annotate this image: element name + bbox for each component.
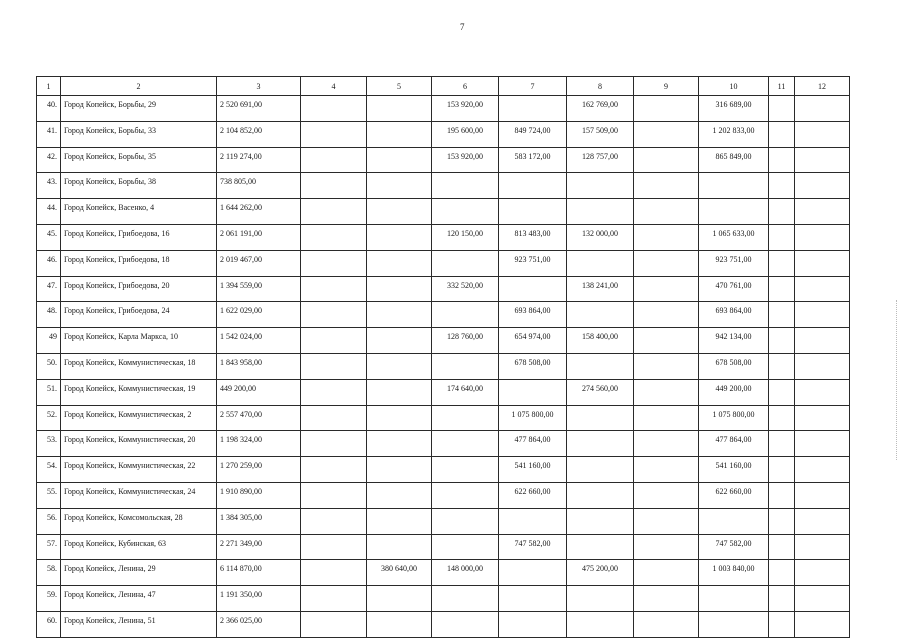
col-8-cell: 274 560,00 bbox=[567, 379, 634, 405]
table-row bbox=[37, 173, 850, 199]
col-9-cell bbox=[634, 328, 699, 354]
col-12-cell bbox=[795, 457, 850, 483]
col-10-total-cell: 923 751,00 bbox=[699, 250, 769, 276]
total-cost-cell: 1 542 024,00 bbox=[217, 328, 301, 354]
row-number-cell: 60. bbox=[37, 611, 61, 637]
address-cell: Город Копейск, Васенко, 4 bbox=[61, 199, 217, 225]
col-8-cell bbox=[567, 173, 634, 199]
col-5-cell bbox=[367, 96, 432, 122]
col-8-cell bbox=[567, 586, 634, 612]
col-6-cell bbox=[432, 431, 499, 457]
col-7-cell: 678 508,00 bbox=[499, 353, 567, 379]
col-11-cell bbox=[769, 586, 795, 612]
col-5-cell bbox=[367, 611, 432, 637]
col-7-cell: 693 864,00 bbox=[499, 302, 567, 328]
col-11-cell bbox=[769, 508, 795, 534]
col-10-total-cell: 942 134,00 bbox=[699, 328, 769, 354]
address-cell: Город Копейск, Кубинская, 63 bbox=[61, 534, 217, 560]
table-row bbox=[37, 482, 850, 508]
table-row bbox=[37, 611, 850, 637]
col-9-cell bbox=[634, 96, 699, 122]
col-5-cell bbox=[367, 121, 432, 147]
col-12-cell bbox=[795, 482, 850, 508]
total-cost-cell: 6 114 870,00 bbox=[217, 560, 301, 586]
col-11-cell bbox=[769, 457, 795, 483]
col-5-cell bbox=[367, 457, 432, 483]
column-header-2: 2 bbox=[61, 77, 217, 96]
table-row bbox=[37, 353, 850, 379]
col-6-cell bbox=[432, 611, 499, 637]
col-6-cell: 153 920,00 bbox=[432, 96, 499, 122]
col-12-cell bbox=[795, 353, 850, 379]
col-12-cell bbox=[795, 328, 850, 354]
col-9-cell bbox=[634, 199, 699, 225]
col-7-cell bbox=[499, 173, 567, 199]
col-7-cell bbox=[499, 96, 567, 122]
total-cost-cell: 1 191 350,00 bbox=[217, 586, 301, 612]
row-number-cell: 48. bbox=[37, 302, 61, 328]
col-9-cell bbox=[634, 405, 699, 431]
table-row bbox=[37, 199, 850, 225]
total-cost-cell: 2 061 191,00 bbox=[217, 224, 301, 250]
col-9-cell bbox=[634, 302, 699, 328]
row-number-cell: 55. bbox=[37, 482, 61, 508]
row-number-cell: 43. bbox=[37, 173, 61, 199]
table-row bbox=[37, 508, 850, 534]
col-7-cell bbox=[499, 586, 567, 612]
col-7-cell: 747 582,00 bbox=[499, 534, 567, 560]
col-12-cell bbox=[795, 431, 850, 457]
col-4-cell bbox=[301, 224, 367, 250]
total-cost-cell: 738 805,00 bbox=[217, 173, 301, 199]
col-9-cell bbox=[634, 482, 699, 508]
col-10-total-cell bbox=[699, 586, 769, 612]
col-8-cell bbox=[567, 611, 634, 637]
row-number-cell: 46. bbox=[37, 250, 61, 276]
total-cost-cell: 1 394 559,00 bbox=[217, 276, 301, 302]
col-4-cell bbox=[301, 173, 367, 199]
col-6-cell bbox=[432, 405, 499, 431]
address-cell: Город Копейск, Коммунистическая, 20 bbox=[61, 431, 217, 457]
total-cost-cell: 2 520 691,00 bbox=[217, 96, 301, 122]
column-header-4: 4 bbox=[301, 77, 367, 96]
col-8-cell bbox=[567, 199, 634, 225]
col-7-cell: 1 075 800,00 bbox=[499, 405, 567, 431]
col-12-cell bbox=[795, 199, 850, 225]
address-cell: Город Копейск, Комсомольская, 28 bbox=[61, 508, 217, 534]
column-header-5: 5 bbox=[367, 77, 432, 96]
table-row bbox=[37, 586, 850, 612]
address-cell: Город Копейск, Ленина, 51 bbox=[61, 611, 217, 637]
col-12-cell bbox=[795, 302, 850, 328]
total-cost-cell: 1 622 029,00 bbox=[217, 302, 301, 328]
col-8-cell bbox=[567, 431, 634, 457]
col-12-cell bbox=[795, 250, 850, 276]
col-6-cell bbox=[432, 353, 499, 379]
col-8-cell: 162 769,00 bbox=[567, 96, 634, 122]
col-7-cell: 654 974,00 bbox=[499, 328, 567, 354]
col-5-cell bbox=[367, 224, 432, 250]
col-6-cell bbox=[432, 508, 499, 534]
total-cost-cell: 2 119 274,00 bbox=[217, 147, 301, 173]
row-number-cell: 59. bbox=[37, 586, 61, 612]
row-number-cell: 47. bbox=[37, 276, 61, 302]
table-row bbox=[37, 276, 850, 302]
col-9-cell bbox=[634, 379, 699, 405]
address-cell: Город Копейск, Ленина, 29 bbox=[61, 560, 217, 586]
row-number-cell: 40. bbox=[37, 96, 61, 122]
col-8-cell: 157 509,00 bbox=[567, 121, 634, 147]
total-cost-cell: 1 843 958,00 bbox=[217, 353, 301, 379]
col-4-cell bbox=[301, 405, 367, 431]
col-11-cell bbox=[769, 96, 795, 122]
col-4-cell bbox=[301, 534, 367, 560]
col-9-cell bbox=[634, 560, 699, 586]
col-6-cell: 332 520,00 bbox=[432, 276, 499, 302]
col-8-cell bbox=[567, 534, 634, 560]
col-9-cell bbox=[634, 224, 699, 250]
col-4-cell bbox=[301, 147, 367, 173]
col-11-cell bbox=[769, 147, 795, 173]
col-9-cell bbox=[634, 147, 699, 173]
col-4-cell bbox=[301, 199, 367, 225]
col-7-cell bbox=[499, 276, 567, 302]
col-8-cell: 128 757,00 bbox=[567, 147, 634, 173]
col-11-cell bbox=[769, 482, 795, 508]
row-number-cell: 56. bbox=[37, 508, 61, 534]
col-8-cell: 138 241,00 bbox=[567, 276, 634, 302]
table-body bbox=[37, 96, 850, 638]
column-header-12: 12 bbox=[795, 77, 850, 96]
col-10-total-cell: 316 689,00 bbox=[699, 96, 769, 122]
col-9-cell bbox=[634, 431, 699, 457]
total-cost-cell: 1 198 324,00 bbox=[217, 431, 301, 457]
row-number-cell: 51. bbox=[37, 379, 61, 405]
col-4-cell bbox=[301, 560, 367, 586]
col-10-total-cell: 449 200,00 bbox=[699, 379, 769, 405]
address-cell: Город Копейск, Коммунистическая, 2 bbox=[61, 405, 217, 431]
col-11-cell bbox=[769, 250, 795, 276]
col-11-cell bbox=[769, 431, 795, 457]
column-header-9: 9 bbox=[634, 77, 699, 96]
total-cost-cell: 2 557 470,00 bbox=[217, 405, 301, 431]
address-cell: Город Копейск, Коммунистическая, 19 bbox=[61, 379, 217, 405]
address-cell: Город Копейск, Грибоедова, 20 bbox=[61, 276, 217, 302]
col-4-cell bbox=[301, 121, 367, 147]
col-12-cell bbox=[795, 173, 850, 199]
registry-table bbox=[36, 76, 850, 638]
col-9-cell bbox=[634, 534, 699, 560]
col-8-cell bbox=[567, 457, 634, 483]
col-7-cell bbox=[499, 199, 567, 225]
col-5-cell bbox=[367, 276, 432, 302]
row-number-cell: 54. bbox=[37, 457, 61, 483]
col-11-cell bbox=[769, 199, 795, 225]
col-9-cell bbox=[634, 457, 699, 483]
col-10-total-cell: 541 160,00 bbox=[699, 457, 769, 483]
column-header-8: 8 bbox=[567, 77, 634, 96]
col-10-total-cell: 477 864,00 bbox=[699, 431, 769, 457]
col-10-total-cell: 1 075 800,00 bbox=[699, 405, 769, 431]
col-12-cell bbox=[795, 276, 850, 302]
col-8-cell bbox=[567, 405, 634, 431]
col-4-cell bbox=[301, 482, 367, 508]
col-10-total-cell bbox=[699, 508, 769, 534]
col-5-cell bbox=[367, 431, 432, 457]
table-row bbox=[37, 250, 850, 276]
col-11-cell bbox=[769, 534, 795, 560]
col-11-cell bbox=[769, 276, 795, 302]
col-5-cell bbox=[367, 405, 432, 431]
col-5-cell bbox=[367, 353, 432, 379]
col-7-cell: 923 751,00 bbox=[499, 250, 567, 276]
col-12-cell bbox=[795, 611, 850, 637]
row-number-cell: 49 bbox=[37, 328, 61, 354]
column-header-10: 10 bbox=[699, 77, 769, 96]
address-cell: Город Копейск, Коммунистическая, 22 bbox=[61, 457, 217, 483]
table-row bbox=[37, 457, 850, 483]
table-row bbox=[37, 302, 850, 328]
col-12-cell bbox=[795, 121, 850, 147]
col-4-cell bbox=[301, 586, 367, 612]
col-11-cell bbox=[769, 121, 795, 147]
col-9-cell bbox=[634, 353, 699, 379]
col-8-cell bbox=[567, 250, 634, 276]
col-8-cell: 158 400,00 bbox=[567, 328, 634, 354]
row-number-cell: 44. bbox=[37, 199, 61, 225]
col-9-cell bbox=[634, 173, 699, 199]
col-11-cell bbox=[769, 560, 795, 586]
col-4-cell bbox=[301, 302, 367, 328]
table-row bbox=[37, 405, 850, 431]
address-cell: Город Копейск, Карла Маркса, 10 bbox=[61, 328, 217, 354]
col-12-cell bbox=[795, 534, 850, 560]
col-6-cell bbox=[432, 457, 499, 483]
col-7-cell bbox=[499, 611, 567, 637]
table-row bbox=[37, 534, 850, 560]
table-row bbox=[37, 560, 850, 586]
row-number-cell: 57. bbox=[37, 534, 61, 560]
col-5-cell bbox=[367, 508, 432, 534]
col-7-cell: 477 864,00 bbox=[499, 431, 567, 457]
col-11-cell bbox=[769, 405, 795, 431]
col-12-cell bbox=[795, 508, 850, 534]
col-10-total-cell: 622 660,00 bbox=[699, 482, 769, 508]
col-8-cell bbox=[567, 302, 634, 328]
address-cell: Город Копейск, Борьбы, 35 bbox=[61, 147, 217, 173]
total-cost-cell: 2 366 025,00 bbox=[217, 611, 301, 637]
col-6-cell: 153 920,00 bbox=[432, 147, 499, 173]
address-cell: Город Копейск, Борьбы, 38 bbox=[61, 173, 217, 199]
col-11-cell bbox=[769, 353, 795, 379]
col-4-cell bbox=[301, 611, 367, 637]
col-11-cell bbox=[769, 611, 795, 637]
column-header-6: 6 bbox=[432, 77, 499, 96]
col-9-cell bbox=[634, 250, 699, 276]
row-number-cell: 53. bbox=[37, 431, 61, 457]
col-11-cell bbox=[769, 224, 795, 250]
table-row bbox=[37, 96, 850, 122]
col-11-cell bbox=[769, 328, 795, 354]
col-7-cell: 583 172,00 bbox=[499, 147, 567, 173]
total-cost-cell: 1 644 262,00 bbox=[217, 199, 301, 225]
address-cell: Город Копейск, Борьбы, 33 bbox=[61, 121, 217, 147]
address-cell: Город Копейск, Грибоедова, 16 bbox=[61, 224, 217, 250]
total-cost-cell: 1 270 259,00 bbox=[217, 457, 301, 483]
column-header-7: 7 bbox=[499, 77, 567, 96]
col-6-cell bbox=[432, 199, 499, 225]
col-11-cell bbox=[769, 173, 795, 199]
col-6-cell bbox=[432, 173, 499, 199]
col-6-cell bbox=[432, 250, 499, 276]
col-10-total-cell: 470 761,00 bbox=[699, 276, 769, 302]
row-number-cell: 52. bbox=[37, 405, 61, 431]
address-cell: Город Копейск, Коммунистическая, 24 bbox=[61, 482, 217, 508]
col-5-cell bbox=[367, 534, 432, 560]
col-5-cell bbox=[367, 250, 432, 276]
col-4-cell bbox=[301, 379, 367, 405]
column-header-1: 1 bbox=[37, 77, 61, 96]
col-5-cell bbox=[367, 482, 432, 508]
row-number-cell: 50. bbox=[37, 353, 61, 379]
column-header-11: 11 bbox=[769, 77, 795, 96]
col-8-cell bbox=[567, 482, 634, 508]
col-7-cell: 849 724,00 bbox=[499, 121, 567, 147]
col-6-cell bbox=[432, 586, 499, 612]
col-12-cell bbox=[795, 379, 850, 405]
col-10-total-cell bbox=[699, 611, 769, 637]
address-cell: Город Копейск, Грибоедова, 18 bbox=[61, 250, 217, 276]
col-12-cell bbox=[795, 560, 850, 586]
col-6-cell bbox=[432, 534, 499, 560]
col-12-cell bbox=[795, 147, 850, 173]
total-cost-cell: 1 910 890,00 bbox=[217, 482, 301, 508]
col-8-cell bbox=[567, 353, 634, 379]
col-10-total-cell bbox=[699, 173, 769, 199]
col-6-cell: 148 000,00 bbox=[432, 560, 499, 586]
col-7-cell: 541 160,00 bbox=[499, 457, 567, 483]
col-10-total-cell: 678 508,00 bbox=[699, 353, 769, 379]
address-cell: Город Копейск, Коммунистическая, 18 bbox=[61, 353, 217, 379]
col-8-cell: 132 000,00 bbox=[567, 224, 634, 250]
col-4-cell bbox=[301, 457, 367, 483]
col-4-cell bbox=[301, 431, 367, 457]
col-4-cell bbox=[301, 508, 367, 534]
col-10-total-cell: 693 864,00 bbox=[699, 302, 769, 328]
col-6-cell: 174 640,00 bbox=[432, 379, 499, 405]
address-cell: Город Копейск, Грибоедова, 24 bbox=[61, 302, 217, 328]
total-cost-cell: 2 019 467,00 bbox=[217, 250, 301, 276]
total-cost-cell: 1 384 305,00 bbox=[217, 508, 301, 534]
col-7-cell bbox=[499, 560, 567, 586]
col-4-cell bbox=[301, 250, 367, 276]
col-5-cell bbox=[367, 147, 432, 173]
col-5-cell: 380 640,00 bbox=[367, 560, 432, 586]
col-5-cell bbox=[367, 586, 432, 612]
col-9-cell bbox=[634, 611, 699, 637]
total-cost-cell: 2 104 852,00 bbox=[217, 121, 301, 147]
col-7-cell: 813 483,00 bbox=[499, 224, 567, 250]
table-row bbox=[37, 147, 850, 173]
col-4-cell bbox=[301, 96, 367, 122]
col-6-cell bbox=[432, 482, 499, 508]
col-10-total-cell: 1 003 840,00 bbox=[699, 560, 769, 586]
col-8-cell bbox=[567, 508, 634, 534]
col-9-cell bbox=[634, 586, 699, 612]
col-10-total-cell bbox=[699, 199, 769, 225]
col-9-cell bbox=[634, 508, 699, 534]
col-9-cell bbox=[634, 121, 699, 147]
table-row bbox=[37, 121, 850, 147]
col-10-total-cell: 1 065 633,00 bbox=[699, 224, 769, 250]
row-number-cell: 45. bbox=[37, 224, 61, 250]
address-cell: Город Копейск, Ленина, 47 bbox=[61, 586, 217, 612]
table-row bbox=[37, 379, 850, 405]
scan-artifact bbox=[894, 300, 897, 460]
col-6-cell: 128 760,00 bbox=[432, 328, 499, 354]
total-cost-cell: 449 200,00 bbox=[217, 379, 301, 405]
address-cell: Город Копейск, Борьбы, 29 bbox=[61, 96, 217, 122]
col-9-cell bbox=[634, 276, 699, 302]
col-5-cell bbox=[367, 199, 432, 225]
col-12-cell bbox=[795, 224, 850, 250]
col-4-cell bbox=[301, 328, 367, 354]
col-11-cell bbox=[769, 302, 795, 328]
row-number-cell: 58. bbox=[37, 560, 61, 586]
header-row bbox=[37, 77, 850, 96]
col-7-cell bbox=[499, 508, 567, 534]
table-header bbox=[37, 77, 850, 96]
table-row bbox=[37, 224, 850, 250]
col-5-cell bbox=[367, 173, 432, 199]
col-12-cell bbox=[795, 405, 850, 431]
col-11-cell bbox=[769, 379, 795, 405]
row-number-cell: 41. bbox=[37, 121, 61, 147]
row-number-cell: 42. bbox=[37, 147, 61, 173]
col-5-cell bbox=[367, 328, 432, 354]
col-5-cell bbox=[367, 379, 432, 405]
total-cost-cell: 2 271 349,00 bbox=[217, 534, 301, 560]
col-6-cell bbox=[432, 302, 499, 328]
page-number: 7 bbox=[460, 22, 465, 32]
col-10-total-cell: 747 582,00 bbox=[699, 534, 769, 560]
col-10-total-cell: 1 202 833,00 bbox=[699, 121, 769, 147]
col-5-cell bbox=[367, 302, 432, 328]
col-6-cell: 120 150,00 bbox=[432, 224, 499, 250]
col-12-cell bbox=[795, 96, 850, 122]
col-8-cell: 475 200,00 bbox=[567, 560, 634, 586]
table-row bbox=[37, 328, 850, 354]
col-6-cell: 195 600,00 bbox=[432, 121, 499, 147]
table-row bbox=[37, 431, 850, 457]
col-7-cell: 622 660,00 bbox=[499, 482, 567, 508]
col-10-total-cell: 865 849,00 bbox=[699, 147, 769, 173]
col-4-cell bbox=[301, 276, 367, 302]
col-12-cell bbox=[795, 586, 850, 612]
col-4-cell bbox=[301, 353, 367, 379]
column-header-3: 3 bbox=[217, 77, 301, 96]
col-7-cell bbox=[499, 379, 567, 405]
